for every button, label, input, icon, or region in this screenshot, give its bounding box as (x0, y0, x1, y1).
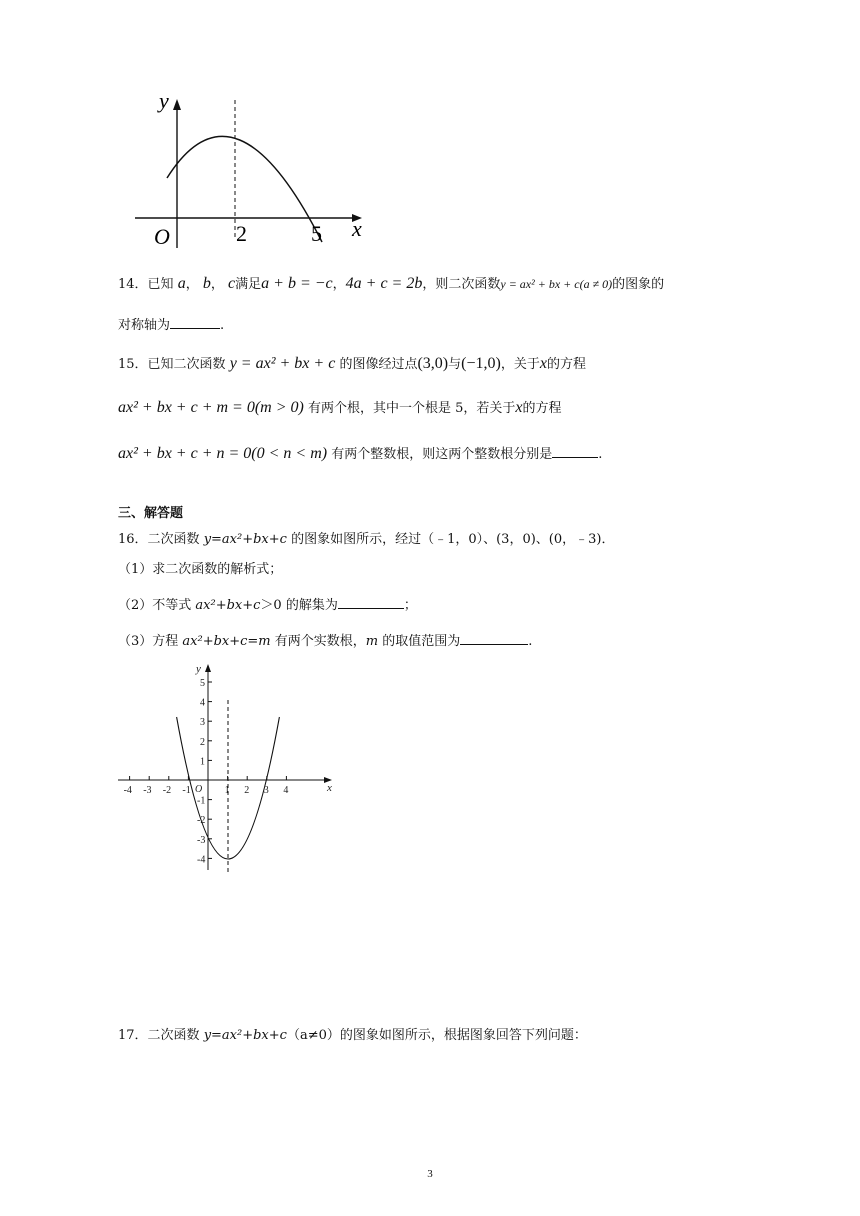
graph2-y-tick-label: 2 (200, 736, 205, 748)
q14-condition: (a ≠ 0) (579, 277, 613, 291)
q17-function: y=ax²+bx+c (203, 1028, 287, 1043)
q17-text-post: 的图象如图所示，根据图象回答下列问题： (339, 1028, 587, 1043)
q16-function: y=ax²+bx+c (203, 532, 287, 547)
graph2-y-arrow (205, 664, 211, 672)
q16-part3-pre: （3）方程 (118, 634, 183, 649)
q14-equation-1: a + b = −c (261, 275, 333, 292)
q16-part3-post: 的取值范围为 (378, 634, 461, 649)
q16-part3-mid: 有两个实数根， (270, 634, 366, 649)
graph1-tick-2: 2 (236, 221, 247, 246)
q16-part3-end: . (528, 634, 533, 649)
graph1-tick-5: 5 (311, 221, 322, 246)
graph2-y-tick-label: 4 (200, 697, 205, 709)
q14-comma-3: ， (332, 277, 346, 292)
q17-line (118, 1026, 587, 1046)
q14-number: 14． (118, 277, 148, 292)
q15-text-7: 的方程 (522, 401, 562, 416)
q15-equation-n: ax² + bx + c + n = 0(0 < n < m) (118, 445, 328, 462)
graph2-x-tick-label: -1 (182, 785, 191, 796)
q14-var-a: a (177, 275, 186, 292)
q15-equation-m: ax² + bx + c + m = 0(m > 0) (118, 399, 304, 416)
graph2-y-tick-label: 1 (200, 756, 205, 768)
graph2-y-label: y (196, 663, 201, 675)
q14-equation-2: 4a + c = 2b (345, 275, 423, 292)
q16-part2-math: ax²+bx+c (195, 598, 261, 613)
graph2-x-label: x (327, 782, 332, 794)
graph2-y-tick-label: -3 (197, 834, 206, 846)
graph2-y-tick-label: 3 (200, 717, 205, 729)
graph2-x-tick-label: -4 (123, 785, 132, 796)
q14-comma-1: ， (185, 277, 199, 292)
q16-text-pre: 16．二次函数 (118, 532, 204, 547)
page-number: 3 (427, 1168, 433, 1180)
graph2-y-tick-label: -2 (197, 815, 206, 827)
graph2-x-tick-label: -2 (162, 785, 172, 796)
graph2-origin-label: O (195, 784, 203, 795)
graph1-origin-label: O (154, 224, 170, 249)
graph1-x-label: x (352, 216, 362, 241)
q16-part3-m: m (365, 634, 379, 649)
q14-var-c: c (228, 275, 236, 292)
graph1-y-label: y (159, 88, 169, 113)
q15-text-1: 已知二次函数 (147, 357, 226, 372)
q14-text-3: ，则二次函数 (422, 277, 501, 292)
q14-var-b: b (202, 275, 211, 292)
q15-function: y = ax² + bx + c (229, 355, 336, 372)
q17-condition: （a≠0） (286, 1028, 340, 1043)
q15-text-3: 与 (448, 357, 462, 372)
graph2-x-tick-label: 1 (224, 785, 230, 796)
q14-function: y = ax² + bx + c (500, 277, 580, 291)
q16-part2-post: ＞0 的解集为 (260, 598, 338, 613)
q15-text-4: ，关于 (500, 357, 540, 372)
q14-line2-text: 对称轴为 (118, 318, 171, 333)
q17-text-pre: 17．二次函数 (118, 1028, 204, 1043)
graph2-y-tick-label: -4 (197, 854, 206, 866)
q14-text-2: 满足 (235, 277, 262, 292)
q14-line2-end: . (220, 318, 225, 333)
q15-var-x-1: x (539, 355, 547, 372)
graph2-x-tick-label: -3 (143, 785, 152, 796)
q14-comma-2: ， (210, 277, 224, 292)
q16-part2-end: ； (403, 598, 417, 613)
q15-text-2: 的图像经过点 (339, 357, 418, 372)
graph2-x-tick-label: 2 (244, 785, 250, 796)
q15-number: 15． (118, 357, 148, 372)
q15-text-6: 有两个根，其中一个根是 5，若关于 (308, 401, 516, 416)
q16-text-post: 的图象如图所示，经过（﹣1，0）、(3，0)、(0，﹣3)． (286, 532, 615, 547)
section-title: 三、解答题 (118, 506, 184, 521)
q16-part3-math: ax²+bx+c=m (182, 634, 271, 649)
q14-text-1: 已知 (147, 277, 174, 292)
q15-text-5: 的方程 (546, 357, 586, 372)
q15-end: . (598, 447, 603, 462)
q15-point-1: (3,0) (417, 355, 449, 372)
q14-text-4: 的图象的 (612, 277, 665, 292)
graph2-y-tick-label: -1 (197, 795, 206, 807)
q15-var-x-2: x (515, 399, 523, 416)
graph2-x-tick-label: 3 (263, 785, 269, 796)
q15-point-2: (−1,0) (461, 355, 501, 372)
graph2-x-tick-label: 4 (283, 785, 289, 796)
q16-part2-pre: （2）不等式 (118, 598, 196, 613)
q16-part-1: （1）求二次函数的解析式； (118, 562, 283, 577)
q15-text-8: 有两个整数根，则这两个整数根分别是 (331, 447, 553, 462)
graph2-y-tick-label: 5 (200, 678, 205, 689)
